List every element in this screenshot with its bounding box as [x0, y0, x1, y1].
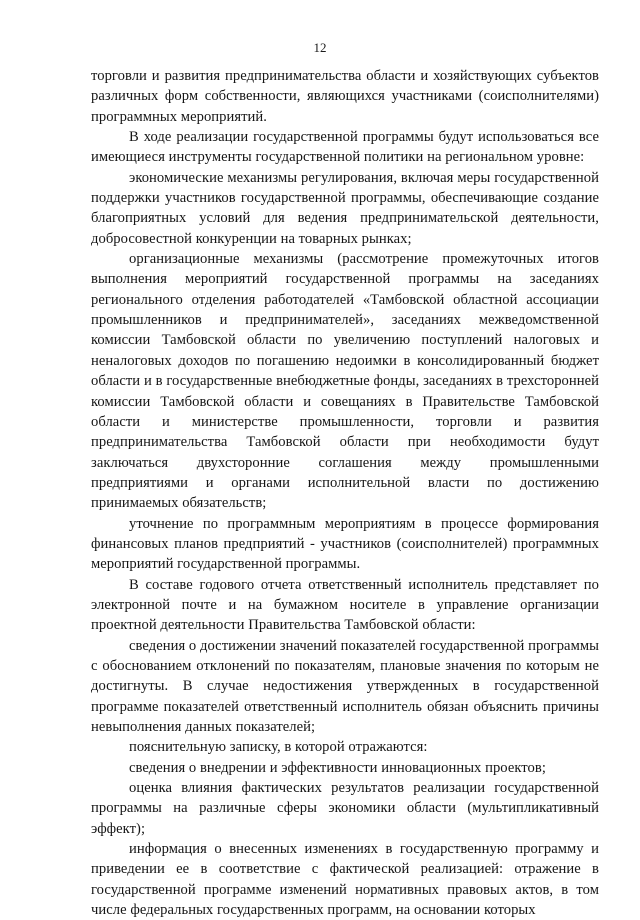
- document-body: [91, 66, 599, 920]
- paragraph: организационные механизмы (рассмотрение промежуточных итогов выполнения мероприятий государственной программы на заседаниях регионального отделения работодателей «Тамбовской областной ассоциации промышленников и предпринимателей», заседаниях межведомственной комиссии Тамбовской области по увеличению поступлений налоговых и неналоговых доходов по погашению недоимки в консолидированный бюджет области и в государственные внебюджетные фонды, заседаниях в трехсторонней комиссии Тамбовской области и совещаниях в Правительстве Тамбовской области и министерстве промышленности, торговли и развития предпринимательства Тамбовской области при необходимости будут заключаться двухсторонние соглашения между промышленными предприятиями и органами исполнительной власти по достижению принимаемых обязательств;: [91, 251, 599, 512]
- paragraph: уточнение по программным мероприятиям в процессе формирования финансовых планов предприятий - участников (соисполнителей) программных мероприятий государственной программы.: [91, 515, 599, 573]
- paragraph: сведения о внедрении и эффективности инновационных проектов;: [129, 759, 546, 776]
- page-number: 12: [313, 40, 327, 55]
- paragraph: торговли и развития предпринимательства области и хозяйствующих субъектов различных форм собственности, являющихся участниками (соисполнителями) программных мероприятий.: [91, 68, 599, 125]
- paragraph: В ходе реализации государственной программы будут использоваться все имеющиеся инструменты государственной политики на региональном уровне:: [91, 129, 599, 166]
- paragraph: пояснительную записку, в которой отражаются:: [129, 739, 428, 756]
- paragraph: экономические механизмы регулирования, включая меры государственной поддержки участников государственной программы, обеспечивающие создание благоприятных условий для ведения предпринимательской деятельности, добросовестной конкуренции на товарных рынках;: [91, 169, 599, 247]
- paragraph: оценка влияния фактических результатов реализации государственной программы на различные сферы экономики области (мультипликативный эффект);: [91, 780, 599, 837]
- paragraph: сведения о достижении значений показателей государственной программы с обоснованием отклонений по показателям, плановые значения по которым не достигнуты. В случае недостижения утвержденных в государственной программе показателей ответственный исполнитель обязан объяснить причины невыполнения данных показателей;: [91, 637, 599, 735]
- paragraph: В составе годового отчета ответственный исполнитель представляет по электронной почте и на бумажном носителе в управление организации проектной деятельности Правительства Тамбовской области:: [91, 576, 599, 634]
- paragraph: информация о внесенных изменениях в государственную программу и приведении ее в соответствие с фактической реализацией: отражение в государственной программе изменений нормативных правовых актов, в том числе федеральных государственных программ, на основании которых: [91, 841, 599, 919]
